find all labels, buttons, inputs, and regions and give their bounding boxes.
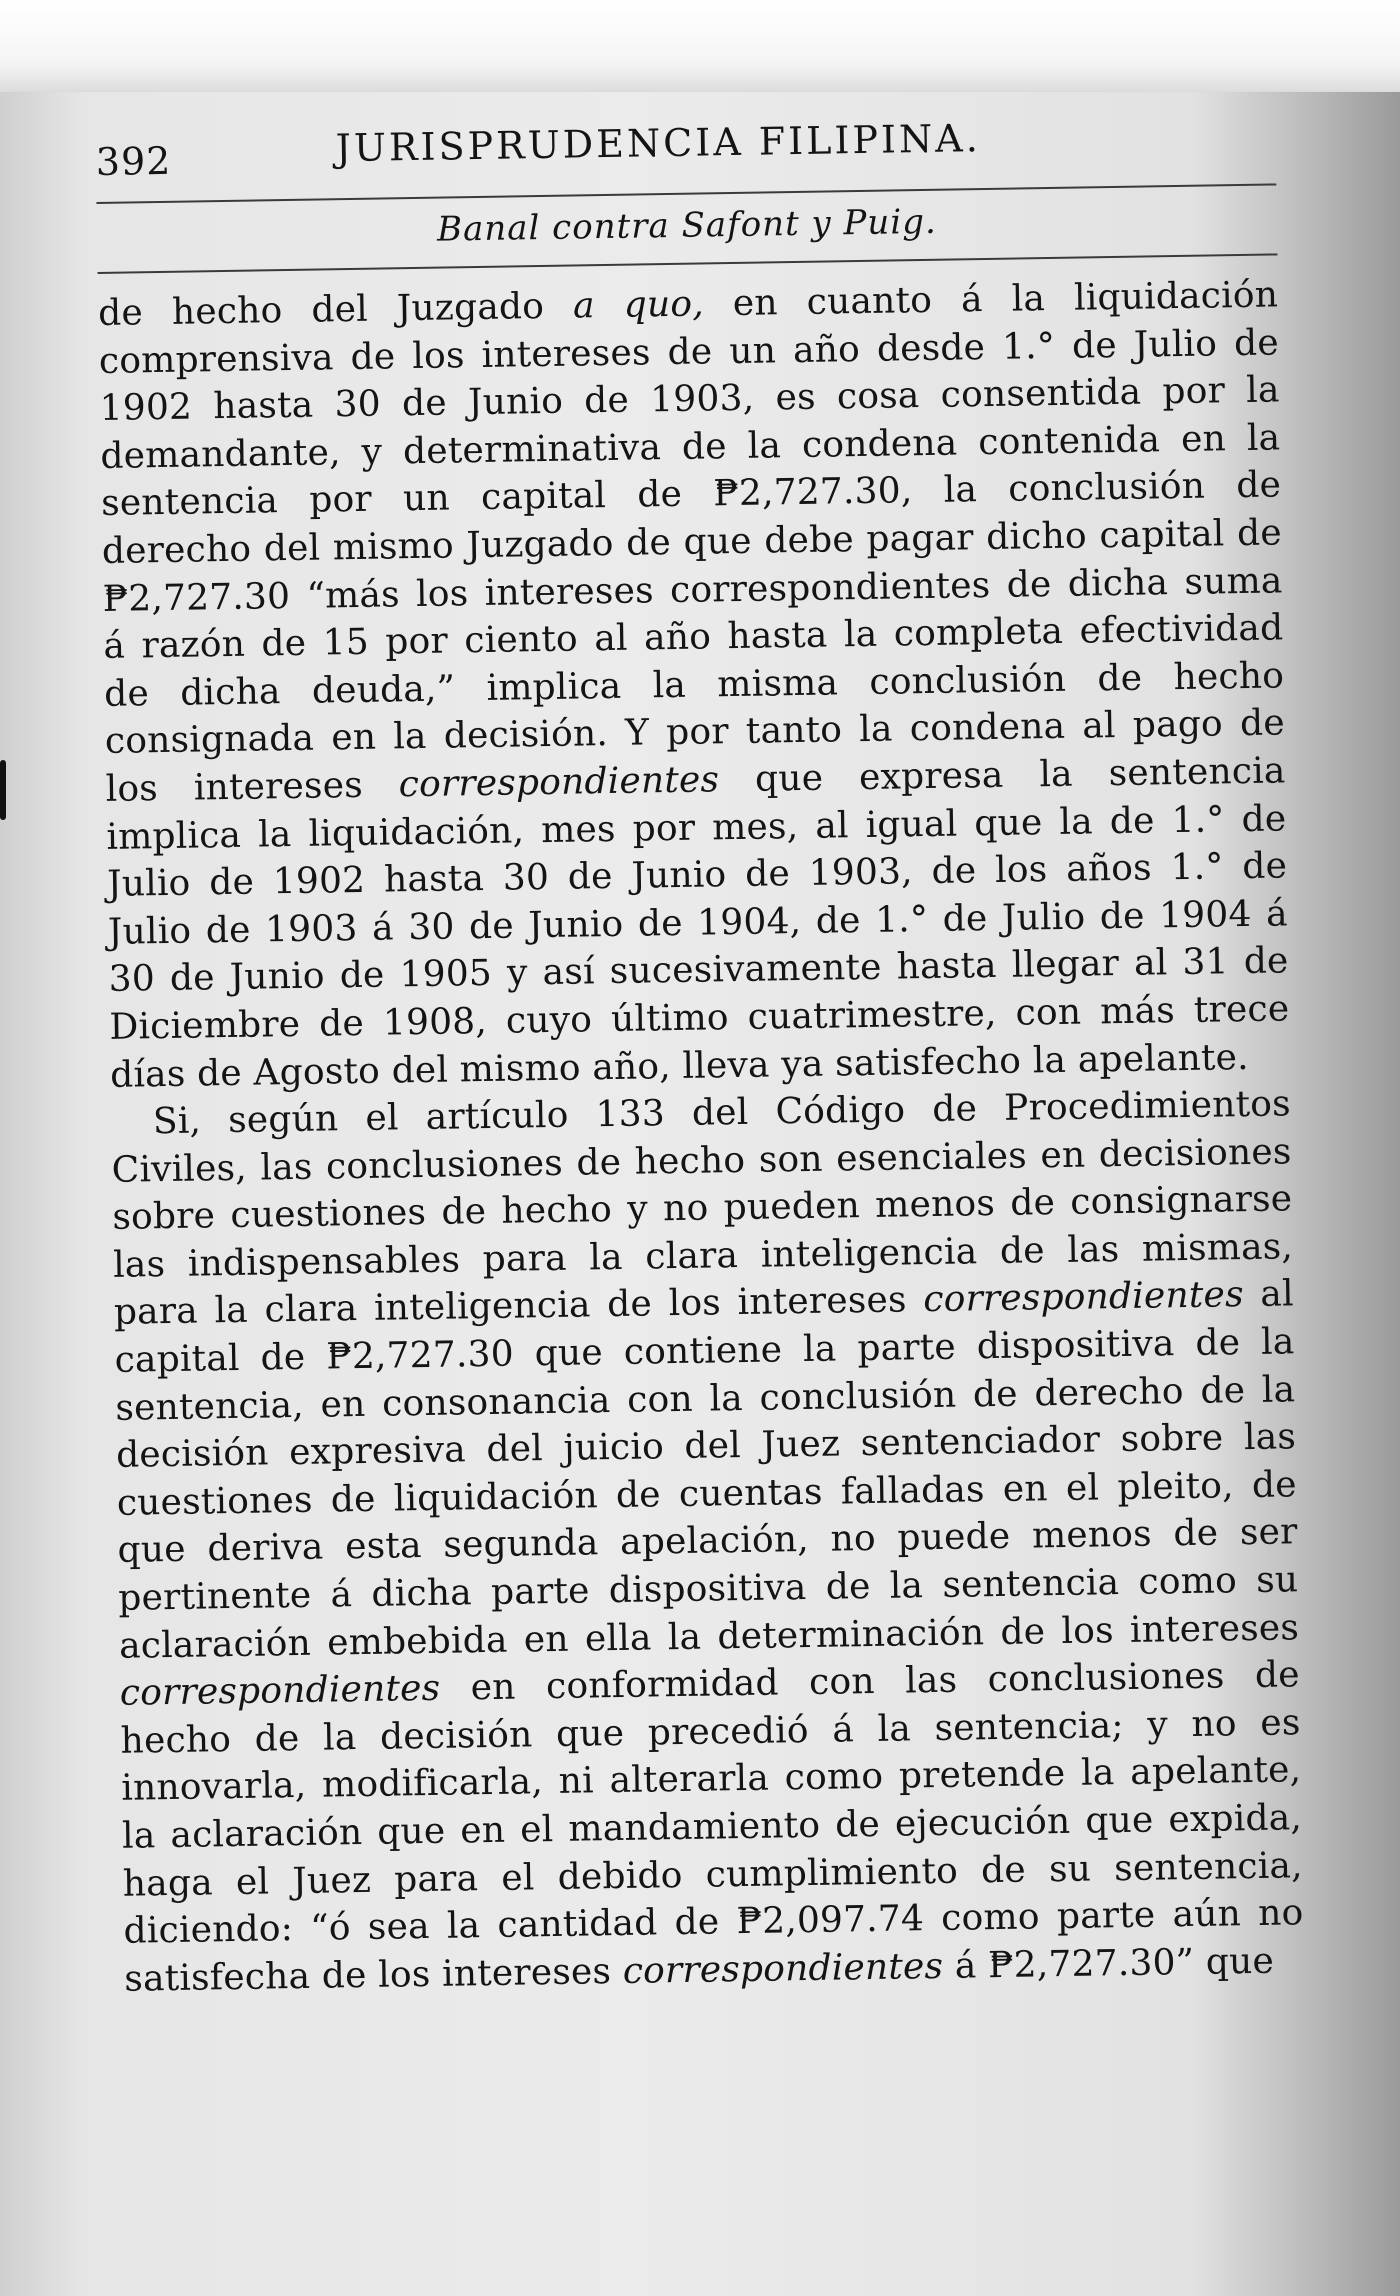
italic-text-run: correspondientes bbox=[622, 1945, 944, 1992]
case-title: Banal contra Safont y Puig. bbox=[436, 201, 938, 250]
text-run: que expresa la sentencia implica la liquidación, mes por mes, al igual que la de 1.° de Julio de 1902 hasta 30 de Junio de 1903, de los años 1.° de Julio de 1903 á 30 de Junio de 1904, de 1.° de Julio de 1904 á 30 de Junio de 1905 y así sucesivamente hasta llegar al 31 de Diciembre de 1908, cuyo último cuatrimestre, con más trece días de Agosto del mismo año, lleva ya satisfecho la apelante. bbox=[106, 750, 1290, 1096]
paragraph bbox=[111, 1080, 1305, 2003]
book-page bbox=[95, 91, 1308, 2229]
page-number: 392 bbox=[95, 138, 172, 184]
text-run: al capital de ₱2,727.30 que contiene la parte dispositiva de la sentencia, en consonancia con la conclusión de derecho de la decisión expresiva del juicio del Juez sentenciador sobre las cuestiones de liquidación de cuentas falladas en el pleito, de que deriva esta segunda apelación, no puede menos de ser pertinente á dicha parte dispositiva de la sentencia como su aclaración embebida en ella la determinación de los intereses bbox=[114, 1273, 1300, 1667]
header-rule-bottom bbox=[98, 253, 1278, 274]
italic-text-run: a quo, bbox=[572, 283, 705, 327]
binding-edge-mark bbox=[0, 760, 6, 820]
text-run: de hecho del Juzgado bbox=[97, 285, 574, 334]
paragraph bbox=[98, 271, 1291, 1099]
running-title: JURISPRUDENCIA FILIPINA. bbox=[335, 116, 982, 171]
italic-text-run: correspondientes bbox=[119, 1667, 441, 1715]
scan-top-margin bbox=[0, 0, 1400, 92]
text-run: á ₱2,727.30” que bbox=[942, 1940, 1275, 1987]
body-text bbox=[98, 271, 1305, 2003]
italic-text-run: correspondientes bbox=[398, 759, 720, 806]
text-run: Si, según el artículo 133 del Código de Procedimientos Civiles, las conclusiones de hecho son esenciales en decisiones sobre cuestiones de hecho y no pueden menos de consignarse las indispensables para la clara inteligencia de las mismas, para la clara inteligencia de los intereses bbox=[111, 1083, 1294, 1334]
italic-text-run: correspondientes bbox=[922, 1274, 1245, 1321]
text-run: en conformidad con las conclusiones de hecho de la decisión que precedió á la sentencia; y no es innovarla, modificarla, ni alterarla como pretende la apelante, la aclaración que en el mandamiento de ejecución que expida, haga el Juez para el debido cumplimiento de su sentencia, diciendo: “ó sea la cantidad de ₱2,097.74 como parte aún no satisfecha de los intereses bbox=[120, 1654, 1304, 2000]
text-run: en cuanto á la liquidación comprensiva de los intereses de un año desde 1.° de Julio de 1902 hasta 30 de Junio de 1903, es cosa consentida por la demandante, y determinativa de la condena contenida en la sentencia por un capital de ₱2,727.30, la conclusión de derecho del mismo Juzgado de que debe pagar dicho capital de ₱2,727.30 “más los intereses correspondientes de dicha suma á razón de 15 por ciento al año hasta la completa efectividad de dicha deuda,” implica la misma conclusión de hecho consignada en la decisión. Y por tanto la condena al pago de los intereses bbox=[98, 274, 1286, 810]
